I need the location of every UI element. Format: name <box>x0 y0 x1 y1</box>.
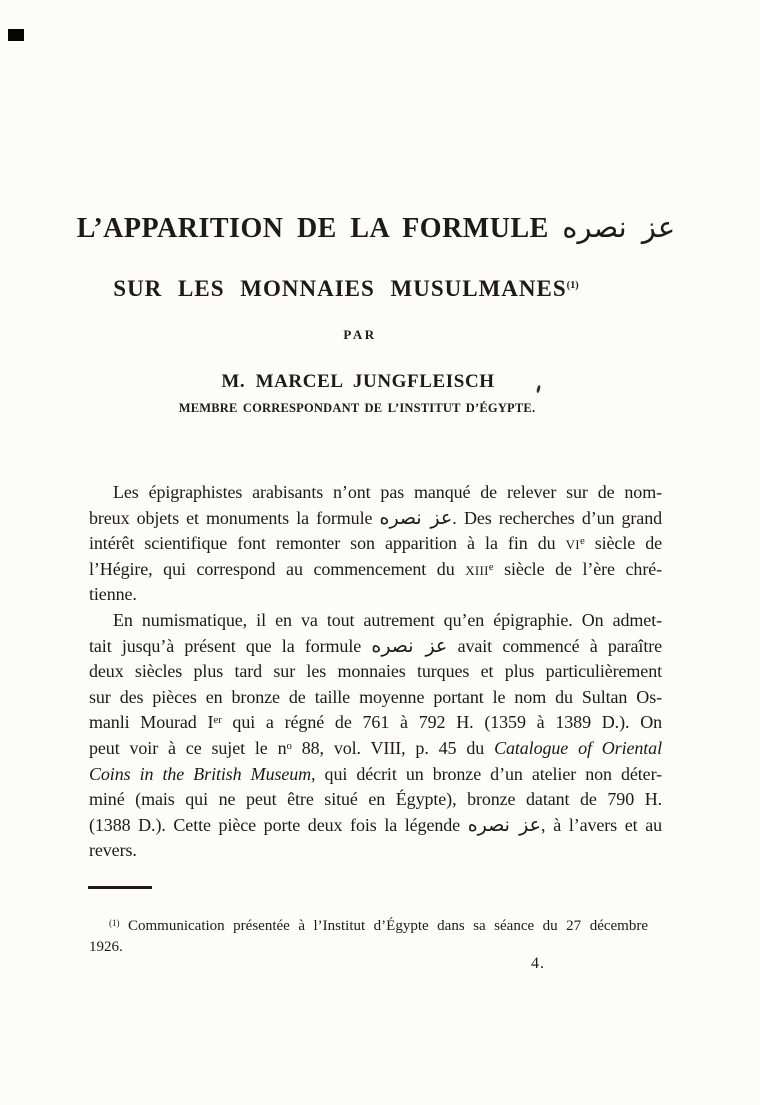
text-segment: qui décrit un bronze d’un atelier non déter- <box>315 763 663 784</box>
text-segment: er <box>213 714 222 727</box>
text-segment: Les épigraphistes arabisants n’ont pas manqué de relever sur de nom- <box>113 482 662 502</box>
text-line <box>89 659 662 685</box>
text-segment: intérêt scientifique font remonter son apparition à la fin du <box>89 533 566 554</box>
author-name: M. MARCEL JUNGFLEISCH <box>221 371 495 392</box>
text-line <box>89 608 662 634</box>
text-segment: . Des recherches d’un grand <box>452 507 662 528</box>
author-affiliation: MEMBRE CORRESPONDANT DE L’INSTITUT D’ÉGYPTE. <box>178 401 536 415</box>
text-segment: e <box>488 560 494 573</box>
text-segment: sur des pièces en bronze de taille moyenne portant le nom du Sultan Os- <box>89 686 662 707</box>
text-line <box>89 838 662 864</box>
text-segment: tienne. <box>89 584 137 605</box>
scan-corner-mark <box>8 29 24 41</box>
arabic-formula: عز نصره <box>371 634 448 657</box>
text-line <box>89 480 662 506</box>
text-line <box>89 813 662 839</box>
text-line <box>89 634 662 660</box>
arabic-formula: عز نصره <box>467 813 542 836</box>
article-title-line2 <box>0 276 726 302</box>
text-line <box>89 531 662 557</box>
text-segment: (1) <box>109 917 120 928</box>
text-line <box>89 710 662 736</box>
text-line <box>89 916 648 937</box>
text-segment: manli Mourad I <box>89 712 214 733</box>
text-segment: Catalogue of Oriental <box>494 737 662 758</box>
text-segment: (1388 D.). Cette pièce porte deux fois la légende <box>89 814 468 835</box>
text-segment: revers. <box>89 840 137 861</box>
byline-par: PAR <box>343 327 377 342</box>
text-line <box>89 582 662 608</box>
arabic-formula-title: عز نصره <box>562 210 676 244</box>
text-segment: o <box>286 740 292 753</box>
text-line <box>89 685 662 711</box>
footnote-separator-rule <box>88 886 152 889</box>
text-segment: avait commencé à paraître <box>447 635 663 656</box>
text-segment: peut voir à ce sujet le n <box>89 737 287 758</box>
text-line <box>89 557 662 583</box>
text-segment: deux siècles plus tard sur les monnaies turques et plus particulièrement <box>89 661 662 682</box>
arabic-formula: عز نصره <box>379 506 453 529</box>
text-segment: Coins in the British Museum, <box>89 763 316 784</box>
text-line <box>89 787 662 813</box>
text-segment: miné (mais qui ne peut être situé en Égypte), bronze datant de 790 H. <box>89 789 662 810</box>
article-subtitle-text: SUR LES MONNAIES MUSULMANES <box>113 276 567 301</box>
text-segment: qui a régné de 761 à 792 H. (1359 à 1389 D.). On <box>221 712 662 733</box>
text-segment: e <box>579 535 585 548</box>
text-segment: breux objets et monuments la formule <box>89 507 380 528</box>
text-segment: tait jusqu’à présent que la formule <box>89 635 372 656</box>
article-title-text: L’APPARITION DE LA FORMULE <box>76 213 549 244</box>
text-line <box>89 762 662 788</box>
text-line <box>89 736 662 762</box>
body-text <box>89 480 662 864</box>
article-title-line1 <box>0 210 756 245</box>
text-segment: siècle de l’ère chré- <box>493 558 662 579</box>
footnote <box>89 916 648 958</box>
text-segment: 88, vol. VIII, p. 45 du <box>291 737 495 758</box>
text-line <box>89 937 648 958</box>
text-segment: siècle de <box>584 533 662 554</box>
text-segment: xiii <box>465 558 489 579</box>
text-segment: Communication présentée à l’Institut d’Égypte dans sa séance du 27 décembre <box>119 918 648 934</box>
text-segment: 1926. <box>89 939 123 955</box>
footnote-reference: (1) <box>566 280 579 292</box>
page-number: 4. <box>531 955 545 972</box>
text-segment: En numismatique, il en va tout autrement qu’en épigraphie. On admet- <box>113 609 662 630</box>
text-line <box>89 506 662 532</box>
text-segment: , à l’avers et au <box>541 814 662 835</box>
text-segment: vi <box>565 533 580 554</box>
text-segment: l’Hégire, qui correspond au commencement du <box>89 558 466 579</box>
